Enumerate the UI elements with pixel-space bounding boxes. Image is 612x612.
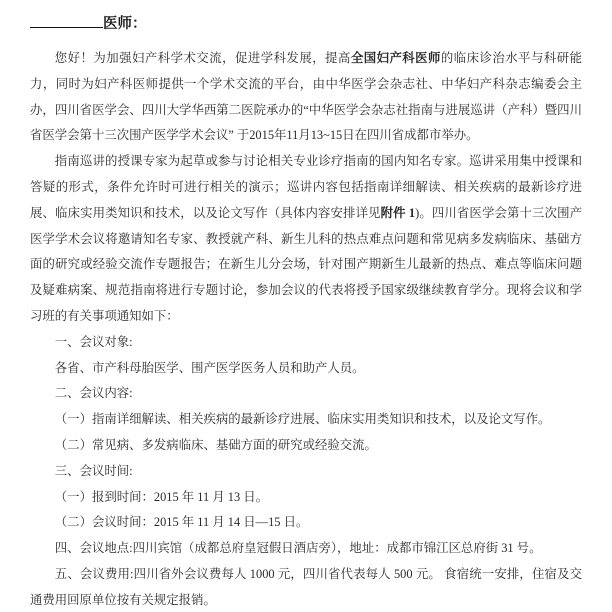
salutation-line — [30, 13, 582, 34]
intro-segment-lead: 您好！为加强妇产科学术交流，促进学科发展，提高 — [54, 51, 351, 65]
item-content-detail-1: （一）指南详细解读、相关疾病的最新诊疗进展、临床实用类知识和技术，以及论文写作。 — [54, 412, 551, 427]
salutation-title: 医师： — [103, 16, 147, 32]
item-heading-content: 二、会议内容: — [54, 386, 133, 401]
details-segment-lead: 指南巡讲的授课专家为起草或参与讨论相关专业诊疗指南的国内知名专家。巡讲采用集中授课和答疑的形式，条件允许时可进行相关的演示；巡讲内容包括指南详细解读、相关疾病的最新诊疗进展、临床实用类知识和技术，以及论文写作（具体内容安排详见 — [30, 154, 582, 220]
intro-paragraph — [30, 46, 582, 149]
item-attendees-detail: 各省、市产科母胎医学、围产医学医务人员和助产人员。 — [54, 360, 365, 375]
item-heading-attendees: 一、会议对象: — [54, 334, 133, 349]
item-venue: 四、会议地点:四川宾馆（成都总府皇冠假日酒店旁），地址：成都市锦江区总府街 31 号。 — [54, 541, 542, 556]
details-segment-attachment-ref: 附件 1 — [380, 205, 416, 220]
intro-segment-emphasis: 全国妇产科医师 — [350, 51, 441, 65]
recipient-name-blank — [30, 13, 103, 28]
details-segment-tail: )。四川省医学会第十三次围产医学学术会议将邀请知名专家、教授就产科、新生儿科的热点难点问题和常见病多发病临床、基础方面的研究或经验交流作专题报告；在新生儿分会场，针对围产期新生儿最新的热点、难点等临床问题及疑难病案、规范指南将进行专题讨论，参加会议的代表将授予国家级继续教育学分。现将会议和学习班的有关事项通知如下： — [30, 205, 582, 323]
item-content-detail-2: （二）常见病、多发病临床、基础方面的研究或经验交流。 — [54, 437, 377, 452]
item-schedule-checkin: （一）报到时间：2015 年 11 月 13 日。 — [54, 489, 269, 504]
intro-segment-tail: 的临床诊治水平与科研能力，同时为妇产科医师提供一个学术交流的平台，由中华医学会杂志社、中华妇产科杂志编委会主办，四川省医学会、四川大学华西第二医院承办的“中华医学会杂志社指南与进展巡讲（产科）暨四川省医学会第十三次围产医学学术会议” 于2015年11月13~15日在四川省成都市举办。 — [30, 51, 583, 143]
item-fees: 五、会议费用:四川省外会议费每人 1000 元，四川省代表每人 500 元。 食宿统一安排，住宿及交通费用回原单位按有关规定报销。 — [30, 566, 582, 607]
item-heading-schedule: 三、会议时间: — [54, 463, 133, 478]
item-schedule-meeting: （二）会议时间：2015 年 11 月 14 日—15 日。 — [54, 515, 309, 530]
details-paragraph — [30, 149, 582, 330]
